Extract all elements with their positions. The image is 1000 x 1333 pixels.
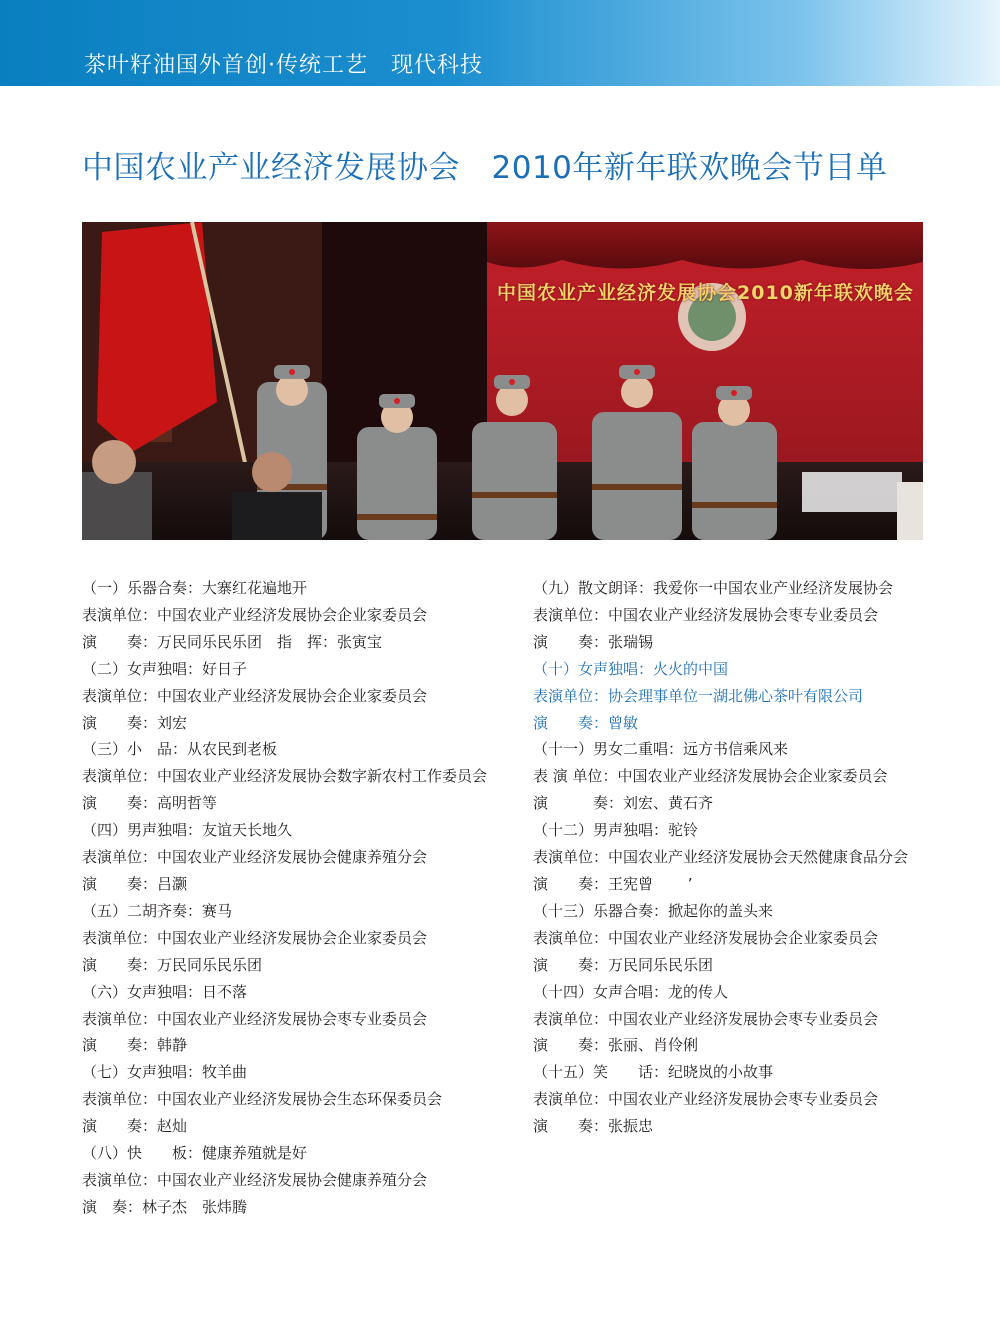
program-item-performer-unit: 表演单位：中国农业产业经济发展协会企业家委员会 bbox=[533, 928, 879, 947]
program-item-title: （八）快 板：健康养殖就是好 bbox=[82, 1144, 308, 1163]
program-item-title: （九）散文朗译：我爱你一中国农业产业经济发展协会 bbox=[533, 579, 894, 597]
program-item-performer-unit: 表演单位：中国农业产业经济发展协会企业家委员会 bbox=[82, 686, 428, 705]
program-item-performer-unit: 表演单位：中国农业产业经济发展协会健康养殖分会 bbox=[82, 1170, 428, 1189]
header-slogan: 茶叶籽油国外首创·传统工艺 现代科技 bbox=[84, 53, 483, 78]
program-item-performer: 演 奏：张丽、肖伶俐 bbox=[533, 1036, 699, 1055]
program-item-title: （十二）男声独唱：驼铃 bbox=[533, 821, 699, 840]
program-item-performer-unit-highlighted: 表演单位：协会理事单位一湖北佛心茶叶有限公司 bbox=[533, 686, 864, 705]
program-item-title: （十四）女声合唱：龙的传人 bbox=[533, 982, 729, 1001]
program-item-performer: 演 奏：万民同乐民乐团 指 挥：张寅宝 bbox=[82, 632, 383, 651]
program-item-title: （十五）笑 话：纪晓岚的小故事 bbox=[533, 1063, 774, 1082]
program-item-title-highlighted: （十）女声独唱：火火的中国 bbox=[533, 659, 729, 678]
program-item-performer: 演 奏：刘宏、黄石齐 bbox=[533, 794, 714, 813]
program-item-performer-unit: 表演单位：中国农业产业经济发展协会数字新农村工作委员会 bbox=[82, 767, 488, 786]
program-item-performer: 演 奏：韩静 bbox=[82, 1036, 188, 1055]
program-item-performer: 演 奏：万民同乐民乐团 bbox=[82, 955, 263, 974]
program-item-performer: 演 奏：张振忠 bbox=[533, 1117, 654, 1136]
program-item-title: （二）女声独唱：好日子 bbox=[82, 659, 248, 678]
program-item-title: （十一）男女二重唱：远方书信乘风来 bbox=[533, 740, 789, 759]
program-item-performer-unit: 表演单位：中国农业产业经济发展协会枣专业委员会 bbox=[533, 1009, 879, 1028]
program-item-performer-unit: 表演单位：中国农业产业经济发展协会天然健康食品分会 bbox=[533, 848, 909, 867]
program-item-title: （七）女声独唱：牧羊曲 bbox=[82, 1063, 248, 1082]
program-item-performer-unit: 表演单位：中国农业产业经济发展协会企业家委员会 bbox=[82, 928, 428, 947]
program-item-performer: 演 奏：高明哲等 bbox=[82, 794, 218, 813]
program-item-title: （十三）乐器合奏：掀起你的盖头来 bbox=[533, 901, 774, 920]
program-item-title: （四）男声独唱：友谊天长地久 bbox=[82, 821, 293, 840]
program-item-performer-unit: 表演单位：中国农业产业经济发展协会枣专业委员会 bbox=[533, 1090, 879, 1109]
program-item-performer: 演 奏：吕灏 bbox=[82, 874, 188, 893]
program-item-performer-highlighted: 演 奏：曾敏 bbox=[533, 713, 639, 732]
program-item-performer: 演 奏：张瑞锡 bbox=[533, 632, 654, 651]
program-item-performer: 演 奏：王宪曾 ’ bbox=[533, 874, 693, 893]
program-item-performer: 演 奏：林子杰 张炜腾 bbox=[82, 1197, 248, 1216]
program-item-performer-unit: 表演单位：中国农业产业经济发展协会企业家委员会 bbox=[82, 605, 428, 624]
stage-banner-text: 中国农业产业经济发展协会2010新年联欢晚会 bbox=[497, 282, 914, 304]
program-item-title: （三）小 品：从农民到老板 bbox=[82, 740, 278, 759]
program-item-performer: 演 奏：赵灿 bbox=[82, 1117, 188, 1136]
program-item-performer: 演 奏：刘宏 bbox=[82, 713, 188, 732]
event-photo bbox=[82, 222, 923, 540]
program-item-performer-unit: 表演单位：中国农业产业经济发展协会枣专业委员会 bbox=[533, 605, 879, 624]
program-item-title: （六）女声独唱：日不落 bbox=[82, 982, 248, 1001]
event-photo-illustration bbox=[82, 222, 923, 540]
program-list-left bbox=[82, 575, 522, 1221]
program-item-performer-unit: 表演单位：中国农业产业经济发展协会生态环保委员会 bbox=[82, 1090, 443, 1109]
header-band bbox=[0, 0, 1000, 86]
page-title: 中国农业产业经济发展协会 2010年新年联欢晚会节目单 bbox=[82, 150, 888, 186]
program-item-performer-unit: 表演单位：中国农业产业经济发展协会枣专业委员会 bbox=[82, 1009, 428, 1028]
program-list-right bbox=[533, 575, 928, 1140]
program-item-title: （一）乐器合奏：大寨红花遍地开 bbox=[82, 579, 308, 597]
program-item-performer-unit: 表 演 单位：中国农业产业经济发展协会企业家委员会 bbox=[533, 767, 888, 786]
program-item-performer-unit: 表演单位：中国农业产业经济发展协会健康养殖分会 bbox=[82, 848, 428, 867]
program-item-performer: 演 奏：万民同乐民乐团 bbox=[533, 955, 714, 974]
program-item-title: （五）二胡齐奏：赛马 bbox=[82, 901, 233, 920]
